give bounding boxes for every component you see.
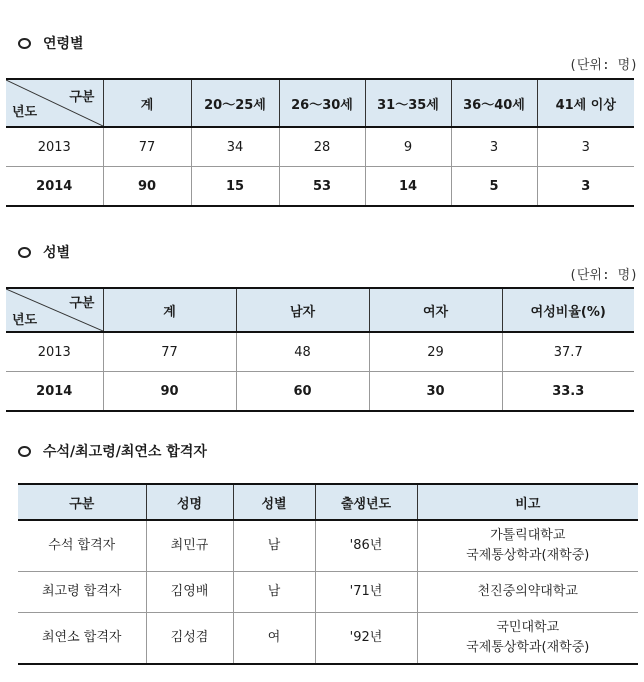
age-section-title bbox=[18, 33, 84, 53]
birth-year-cell: '71년 bbox=[315, 572, 417, 613]
year-cell: 2013 bbox=[6, 127, 103, 167]
value-cell: 14 bbox=[365, 167, 451, 207]
value-cell: 60 bbox=[236, 372, 369, 412]
value-cell: 77 bbox=[103, 332, 236, 372]
value-cell: 29 bbox=[369, 332, 502, 372]
gender-cell: 여 bbox=[233, 613, 315, 665]
table-row bbox=[6, 167, 634, 207]
table-row bbox=[6, 372, 634, 412]
people-section-title bbox=[18, 441, 207, 461]
age-header-41-plus: 41세 이상 bbox=[537, 79, 634, 127]
circle-bullet-icon bbox=[18, 38, 31, 49]
people-header-gender: 성별 bbox=[233, 484, 315, 520]
note-line: 국제통상학과(재학중) bbox=[466, 548, 590, 563]
gender-header-female: 여자 bbox=[369, 288, 502, 332]
age-header-total: 계 bbox=[103, 79, 191, 127]
value-cell: 90 bbox=[103, 167, 191, 207]
value-cell: 9 bbox=[365, 127, 451, 167]
age-unit-label: (단위: 명) bbox=[569, 58, 638, 73]
value-cell: 30 bbox=[369, 372, 502, 412]
name-cell: 김영배 bbox=[146, 572, 233, 613]
age-table-header-row bbox=[6, 79, 634, 127]
gender-table-corner-cell bbox=[6, 288, 103, 332]
value-cell: 53 bbox=[279, 167, 365, 207]
gender-header-total: 계 bbox=[103, 288, 236, 332]
value-cell: 77 bbox=[103, 127, 191, 167]
age-header-20-25: 20～25세 bbox=[191, 79, 279, 127]
category-cell: 수석 합격자 bbox=[18, 520, 146, 572]
gender-header-female-ratio: 여성비율(%) bbox=[502, 288, 634, 332]
people-header-category: 구분 bbox=[18, 484, 146, 520]
gender-cell: 남 bbox=[233, 572, 315, 613]
value-cell: 34 bbox=[191, 127, 279, 167]
year-cell: 2014 bbox=[6, 167, 103, 207]
gender-cell: 남 bbox=[233, 520, 315, 572]
age-section-title-text: 연령별 bbox=[43, 36, 84, 52]
corner-label-year: 년도 bbox=[12, 105, 38, 120]
value-cell: 3 bbox=[537, 127, 634, 167]
age-header-26-30: 26～30세 bbox=[279, 79, 365, 127]
value-cell: 37.7 bbox=[502, 332, 634, 372]
value-cell: 3 bbox=[451, 127, 537, 167]
age-table-corner-cell bbox=[6, 79, 103, 127]
category-cell: 최연소 합격자 bbox=[18, 613, 146, 665]
people-section-title-text: 수석/최고령/최연소 합격자 bbox=[43, 444, 207, 460]
name-cell: 최민규 bbox=[146, 520, 233, 572]
birth-year-cell: '92년 bbox=[315, 613, 417, 665]
table-row bbox=[6, 127, 634, 167]
circle-bullet-icon bbox=[18, 446, 31, 457]
gender-table bbox=[6, 287, 634, 412]
value-cell: 48 bbox=[236, 332, 369, 372]
people-header-birth-year: 출생년도 bbox=[315, 484, 417, 520]
table-row bbox=[18, 572, 638, 613]
value-cell: 33.3 bbox=[502, 372, 634, 412]
note-cell bbox=[417, 613, 638, 665]
value-cell: 3 bbox=[537, 167, 634, 207]
note-line: 국민대학교 bbox=[496, 620, 560, 635]
gender-section-title-text: 성별 bbox=[43, 245, 71, 261]
corner-label-category: 구분 bbox=[69, 296, 95, 311]
people-header-name: 성명 bbox=[146, 484, 233, 520]
age-header-31-35: 31～35세 bbox=[365, 79, 451, 127]
value-cell: 90 bbox=[103, 372, 236, 412]
gender-unit-label: (단위: 명) bbox=[569, 268, 638, 283]
gender-header-male: 남자 bbox=[236, 288, 369, 332]
note-line: 국제통상학과(재학중) bbox=[466, 640, 590, 655]
people-table-header-row bbox=[18, 484, 638, 520]
table-row bbox=[18, 613, 638, 665]
table-row bbox=[18, 520, 638, 572]
value-cell: 28 bbox=[279, 127, 365, 167]
age-table bbox=[6, 78, 634, 207]
note-cell bbox=[417, 520, 638, 572]
people-table bbox=[18, 483, 638, 665]
corner-label-year: 년도 bbox=[12, 313, 38, 328]
table-row bbox=[6, 332, 634, 372]
gender-table-header-row bbox=[6, 288, 634, 332]
note-line: 천진중의약대학교 bbox=[477, 584, 578, 599]
birth-year-cell: '86년 bbox=[315, 520, 417, 572]
category-cell: 최고령 합격자 bbox=[18, 572, 146, 613]
people-header-note: 비고 bbox=[417, 484, 638, 520]
corner-label-category: 구분 bbox=[69, 90, 95, 105]
note-line: 가톨릭대학교 bbox=[490, 528, 566, 543]
value-cell: 5 bbox=[451, 167, 537, 207]
value-cell: 15 bbox=[191, 167, 279, 207]
gender-section-title bbox=[18, 242, 70, 262]
age-header-36-40: 36～40세 bbox=[451, 79, 537, 127]
note-cell bbox=[417, 572, 638, 613]
name-cell: 김성겸 bbox=[146, 613, 233, 665]
circle-bullet-icon bbox=[18, 247, 31, 258]
year-cell: 2014 bbox=[6, 372, 103, 412]
year-cell: 2013 bbox=[6, 332, 103, 372]
